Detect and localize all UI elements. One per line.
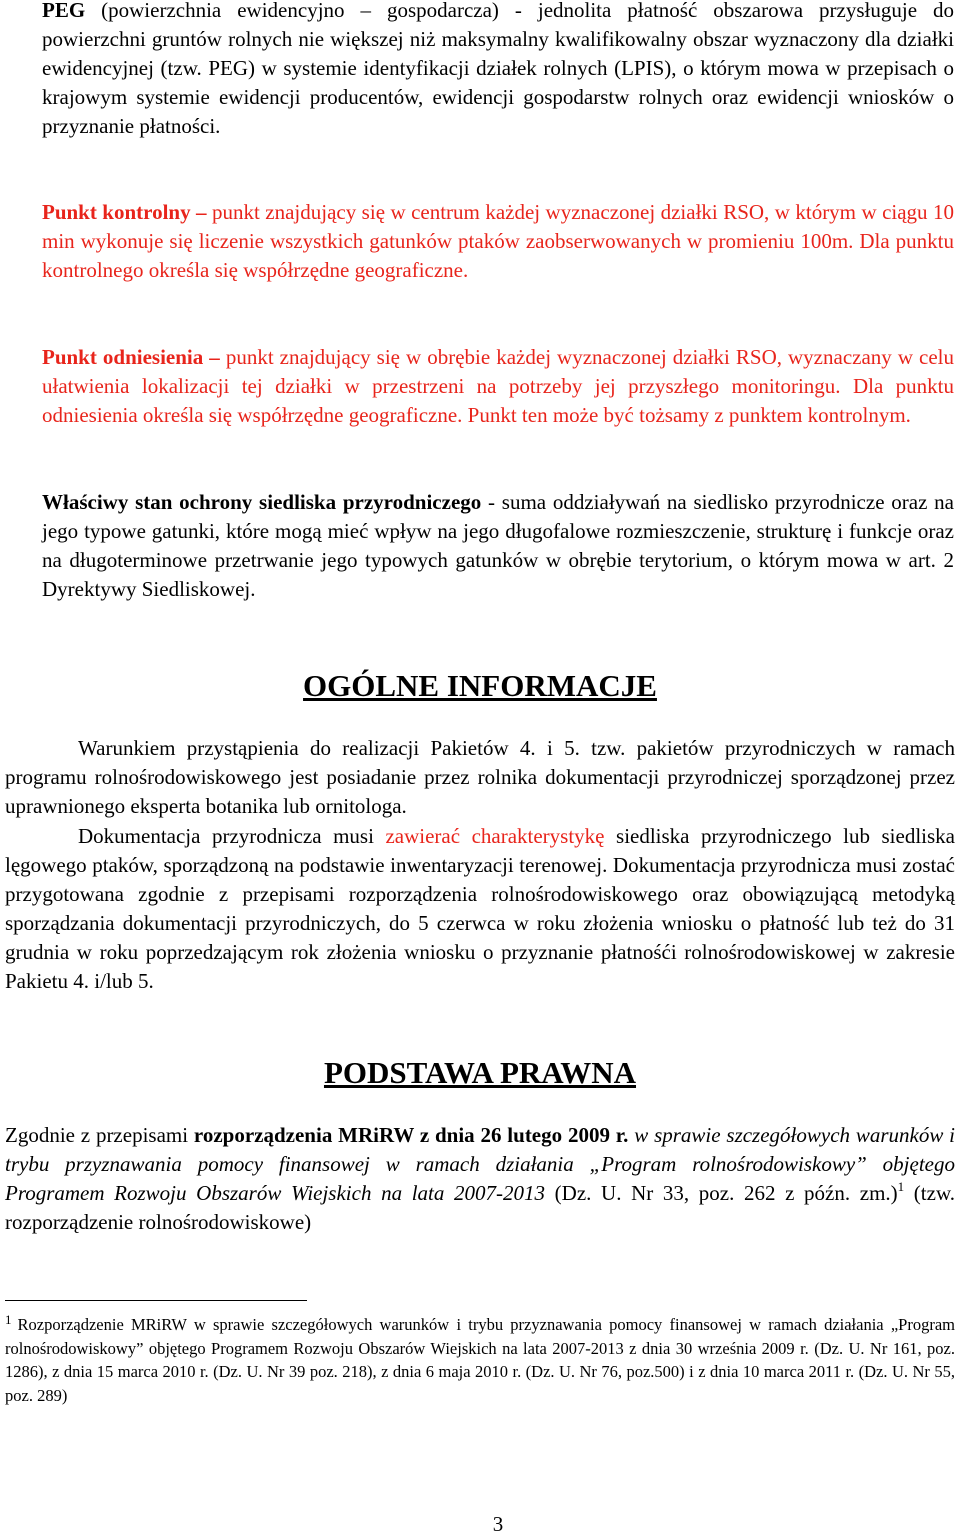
definition-punkt-kontrolny [42,198,954,285]
footnote-divider [5,1300,307,1301]
legal-basis-citation: (Dz. U. Nr 33, poz. 262 z późn. zm.) [545,1181,898,1205]
page-number: 3 [492,1512,504,1536]
legal-basis-regulation: rozporządzenia MRiRW z dnia 26 lutego 2009 r. [193,1123,629,1147]
definition-punkt-kontrolny-text: punkt znajdujący się w centrum każdej wyznaczonej działki RSO, w którym w ciągu 10 min wykonuje się liczenie wszystkich gatunków ptaków zaobserwowanych w promieniu 100m. Dla punktu kontrolnego określa się współrzędne geograficzne. [42,200,954,282]
general-info-p2-before: Dokumentacja przyrodnicza musi [78,824,386,848]
footnote [5,1313,955,1407]
general-info-p2-after: siedliska przyrodniczego lub siedliska lęgowego ptaków, sporządzoną na podstawie inwentaryzacji terenowej. Dokumentacja przyrodnicza musi zostać przygotowana zgodnie z przepisami rozporządzenia rolnośrodowiskowego oraz obowiązującą metodyką sporządzania dokumentacji przyrodniczych, do 5 czerwca w roku złożenia wniosku o płatność lub też do 31 grudnia w roku poprzedzającym rok złożenia wniosku o przyznanie płatnośći rolnośrodowiskowej w zakresie Pakietu 4. i/lub 5. [5,824,955,993]
heading-legal-basis: PODSTAWA PRAWNA [323,1055,637,1090]
definition-punkt-odniesienia-text: punkt znajdujący się w obrębie każdej wyznaczonej działki RSO, wyznaczany w celu ułatwienia lokalizacji tej działki w przestrzeni na potrzeby jej przyszłego monitoringu. Dla punktu odniesienia określa się współrzędne geograficzne. Punkt ten może być tożsamy z punktem kontrolnym. [42,345,954,427]
footnote-text: Rozporządzenie MRiRW w sprawie szczegółowych warunków i trybu przyznawania pomocy finansowej w ramach działania „Program rolnośrodowiskowy” objętego Programem Rozwoju Obszarów Wiejskich na lata 2007-2013 z dnia 30 września 2009 r. (Dz. U. Nr 161, poz. 1286), z dnia 15 marca 2010 r. (Dz. U. Nr 39 poz. 218), z dnia 6 maja 2010 r. (Dz. U. Nr 76, poz.500) i z dnia 10 marca 2011 r. (Dz. U. Nr 55, poz. 289) [5,1315,955,1405]
definition-peg [42,0,954,141]
definition-peg-text: (powierzchnia ewidencyjno – gospodarcza) - jednolita płatność obszarowa przysługuje do powierzchni gruntów rolnych nie większej niż maksymalny kwalifikowalny obszar wyznaczony dla działki ewidencyjnej (tzw. PEG) w systemie identyfikacji działek rolnych (LPIS), o którym mowa w przepisach o krajowym systemie ewidencji producentów, ewidencji gospodarstw rolnych oraz ewidencji wniosków o przyznanie płatności. [42,0,954,138]
general-info-paragraph-1: Warunkiem przystąpienia do realizacji Pakietów 4. i 5. tzw. pakietów przyrodniczych w ramach programu rolnośrodowiskowego jest posiadanie przez rolnika dokumentacji przyrodniczej sporządzonej przez uprawnionego eksperta botanika lub ornitologa. [5,736,955,818]
heading-general-info: OGÓLNE INFORMACJE [303,668,657,703]
general-info-p2-highlight: zawierać charakterystykę [385,824,605,848]
definition-stan-ochrony [42,488,954,604]
footnote-reference[interactable]: 1 [897,1179,905,1194]
term-punkt-kontrolny: Punkt kontrolny – [42,200,207,224]
legal-basis-regulation-title: w sprawie szczegółowych warunków i trybu przyznawania pomocy finansowej w ramach działania „Program rolnośrodowiskowy” objętego Programem Rozwoju Obszarów Wiejskich na lata 2007-2013 [5,1123,956,1205]
legal-basis-end: (tzw. rozporządzenie rolnośrodowiskowe) [5,1181,956,1234]
legal-basis-intro: Zgodnie z przepisami [5,1123,194,1147]
term-stan-ochrony: Właściwy stan ochrony siedliska przyrodniczego [42,490,482,514]
definition-stan-ochrony-text: - suma oddziaływań na siedlisko przyrodnicze oraz na jego typowe gatunki, które mogą mieć wpływ na jego długofalowe rozmieszczenie, strukturę i funkcje oraz na długoterminowe przetrwanie jego typowych gatunków w obrębie terytorium, o którym mowa w art. 2 Dyrektywy Siedliskowej. [42,490,954,601]
definition-punkt-odniesienia [42,343,954,430]
term-peg: PEG [42,0,86,22]
term-punkt-odniesienia: Punkt odniesienia – [42,345,220,369]
legal-basis-paragraph [5,1121,955,1237]
general-info-paragraph-2 [5,822,955,996]
footnote-marker: 1 [5,1312,12,1327]
